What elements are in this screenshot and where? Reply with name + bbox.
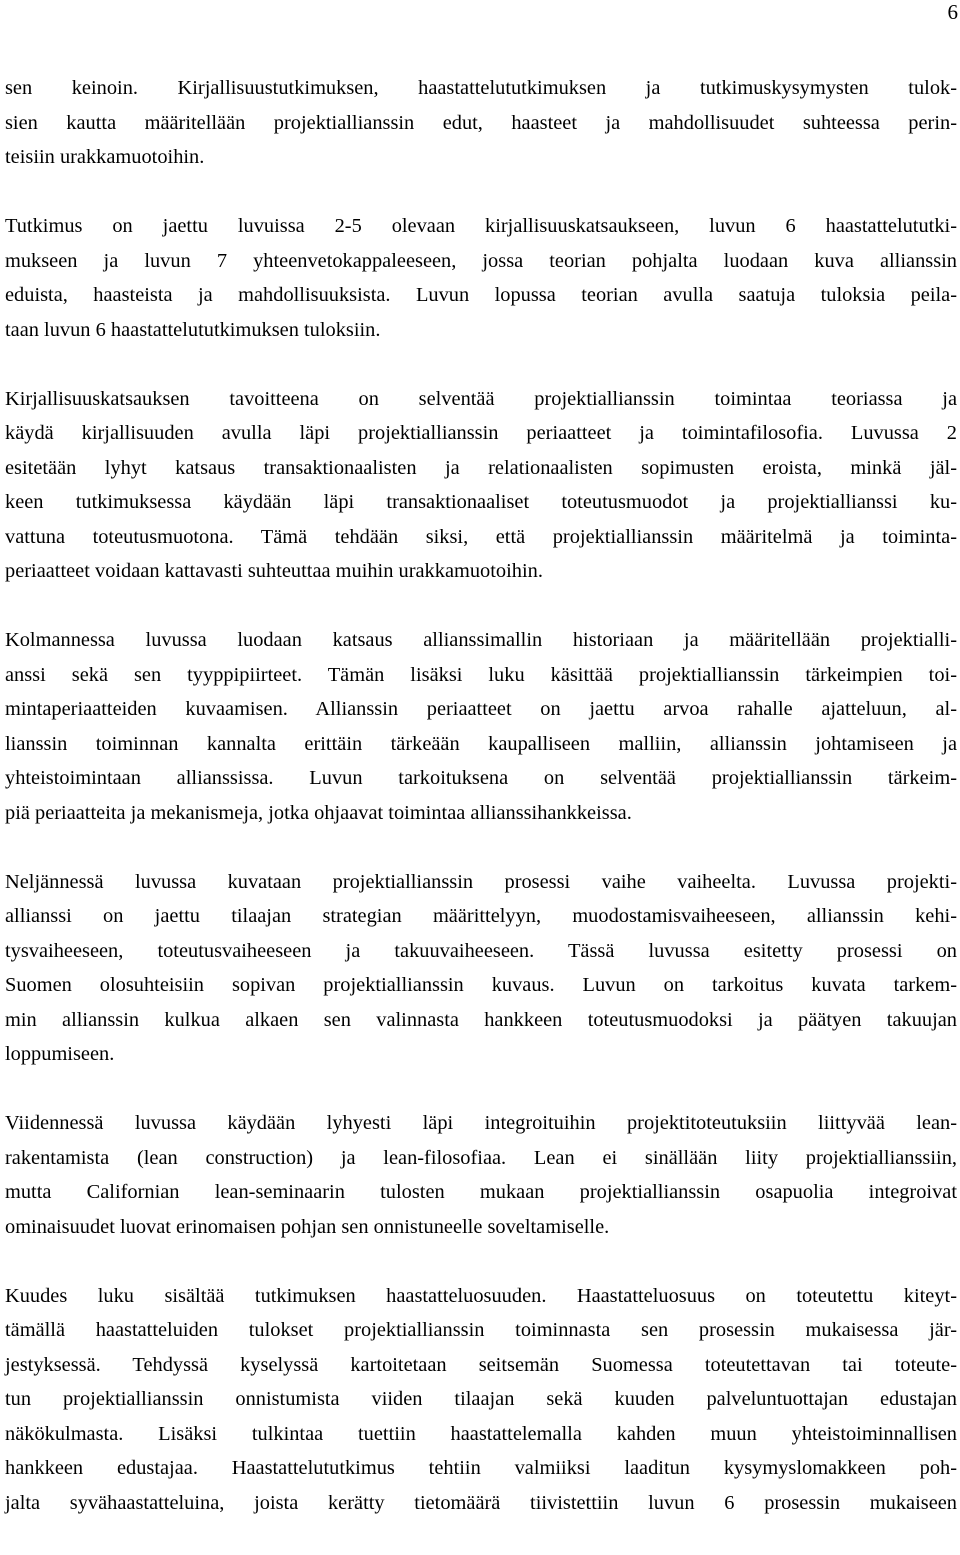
text-line: ominaisuudet luovat erinomaisen pohjan sen onnistuneelle soveltamiselle.: [5, 1215, 610, 1238]
paragraph: [5, 1279, 957, 1521]
text-line: eduista, haasteista ja mahdollisuuksista. Luvun lopussa teorian avulla saatuja tuloksia peila-: [5, 284, 957, 306]
text-line: tysvaiheeseen, toteutusvaiheeseen ja takuuvaiheeseen. Tässä luvussa esitetty prosessi on: [5, 939, 957, 962]
text-line: hankkeen edustajaa. Haastattelututkimus tehtiin valmiiksi laaditun kysymyslomakkeen poh-: [5, 1457, 957, 1479]
text-line: näkökulmasta. Lisäksi tulkintaa tuettiin haastattelemalla kahden muun yhteistoiminnallisen: [5, 1422, 957, 1445]
text-line: Tutkimus on jaettu luvuissa 2-5 olevaan kirjallisuuskatsaukseen, luvun 6 haastattelututki-: [5, 215, 957, 237]
text-line: tun projektiallianssin onnistumista viiden tilaajan sekä kuuden palveluntuottajan edustajan: [5, 1388, 957, 1410]
text-line: lianssin toiminnan kannalta erittäin tärkeään kaupalliseen malliin, allianssin johtamiseen ja: [5, 732, 957, 755]
text-line: sen keinoin. Kirjallisuustutkimuksen, haastattelututkimuksen ja tutkimuskysymysten tulok-: [5, 77, 957, 99]
text-line: piä periaatteita ja mekanismeja, jotka ohjaavat toimintaa allianssihankkeissa.: [5, 801, 632, 824]
text-line: periaatteet voidaan kattavasti suhteuttaa muihin urakkamuotoihin.: [5, 560, 543, 582]
text-line: Kolmannessa luvussa luodaan katsaus allianssimallin historiaan ja määritellään projektialli-: [5, 629, 957, 651]
text-line: jestyksessä. Tehdyssä kyselyssä kartoitetaan seitsemän Suomessa toteutettavan tai toteute-: [5, 1353, 957, 1376]
paragraph: [5, 71, 957, 175]
text-line: Viidennessä luvussa käydään lyhyesti läpi integroituihin projektitoteutuksiin liittyvää lean-: [5, 1112, 957, 1134]
text-line: tämällä haastatteluiden tulokset projektiallianssin toiminnasta sen prosessin mukaisessa jär-: [5, 1319, 957, 1341]
text-line: allianssi on jaettu tilaajan strategian määrittelyyn, muodostamisvaiheeseen, allianssin kehi-: [5, 905, 957, 927]
text-line: anssi sekä sen tyyppipiirteet. Tämän lisäksi luku käsittää projektiallianssin tärkeimpien toi-: [5, 663, 957, 686]
text-line: mukseen ja luvun 7 yhteenvetokappaleeseen, jossa teorian pohjalta luodaan kuva allianssin: [5, 249, 957, 272]
text-line: vattuna toteutusmuotona. Tämä tehdään siksi, että projektiallianssin määritelmä ja toiminta-: [5, 525, 957, 548]
paragraph: [5, 1106, 957, 1244]
text-line: keen tutkimuksessa käydään läpi transaktionaaliset toteutusmuodot ja projektiallianssi ku-: [5, 491, 957, 513]
paragraph: [5, 865, 957, 1072]
text-line: käydä kirjallisuuden avulla läpi projektiallianssin periaatteet ja toimintafilosofia. Luvussa 2: [5, 422, 957, 444]
text-line: mintaperiaatteiden kuvaamisen. Allianssin periaatteet on jaettu arvoa rahalle ajatteluun, al-: [5, 698, 957, 720]
text-line: Kuudes luku sisältää tutkimuksen haastatteluosuuden. Haastatteluosuus on toteutettu kiteyt-: [5, 1284, 957, 1307]
text-line: Suomen olosuhteisiin sopivan projektiallianssin kuvaus. Luvun on tarkoitus kuvata tarkem-: [5, 974, 957, 996]
paragraph: [5, 209, 957, 347]
page-number: 6: [947, 0, 958, 24]
text-line: mutta Californian lean-seminaarin tulosten mukaan projektiallianssin osapuolia integroivat: [5, 1181, 957, 1203]
text-line: Kirjallisuuskatsauksen tavoitteena on selventää projektiallianssin toimintaa teoriassa ja: [5, 387, 957, 410]
text-line: rakentamista (lean construction) ja lean-filosofiaa. Lean ei sinällään liity projektiallianssiin,: [5, 1146, 957, 1169]
paragraph: [5, 382, 957, 589]
text-line: min allianssin kulkua alkaen sen valinnasta hankkeen toteutusmuodoksi ja päätyen takuujan: [5, 1008, 957, 1031]
text-line: teisiin urakkamuotoihin.: [5, 146, 205, 168]
text-line: jalta syvähaastatteluina, joista kerätty tietomäärä tiivistettiin luvun 6 prosessin mukaiseen: [5, 1491, 957, 1514]
text-line: yhteistoimintaan allianssissa. Luvun tarkoituksena on selventää projektiallianssin tärkeim-: [5, 767, 957, 789]
text-line: sien kautta määritellään projektiallianssin edut, haasteet ja mahdollisuudet suhteessa perin-: [5, 111, 957, 134]
text-line: Neljännessä luvussa kuvataan projektiallianssin prosessi vaihe vaiheelta. Luvussa projekti-: [5, 870, 957, 893]
paragraph: [5, 623, 957, 830]
document-body: [5, 71, 957, 1555]
text-line: esitetään lyhyt katsaus transaktionaalisten ja relationaalisten sopimusten eroista, minkä jäl-: [5, 456, 957, 479]
text-line: loppumiseen.: [5, 1043, 115, 1065]
text-line: taan luvun 6 haastattelututkimuksen tuloksiin.: [5, 318, 381, 341]
